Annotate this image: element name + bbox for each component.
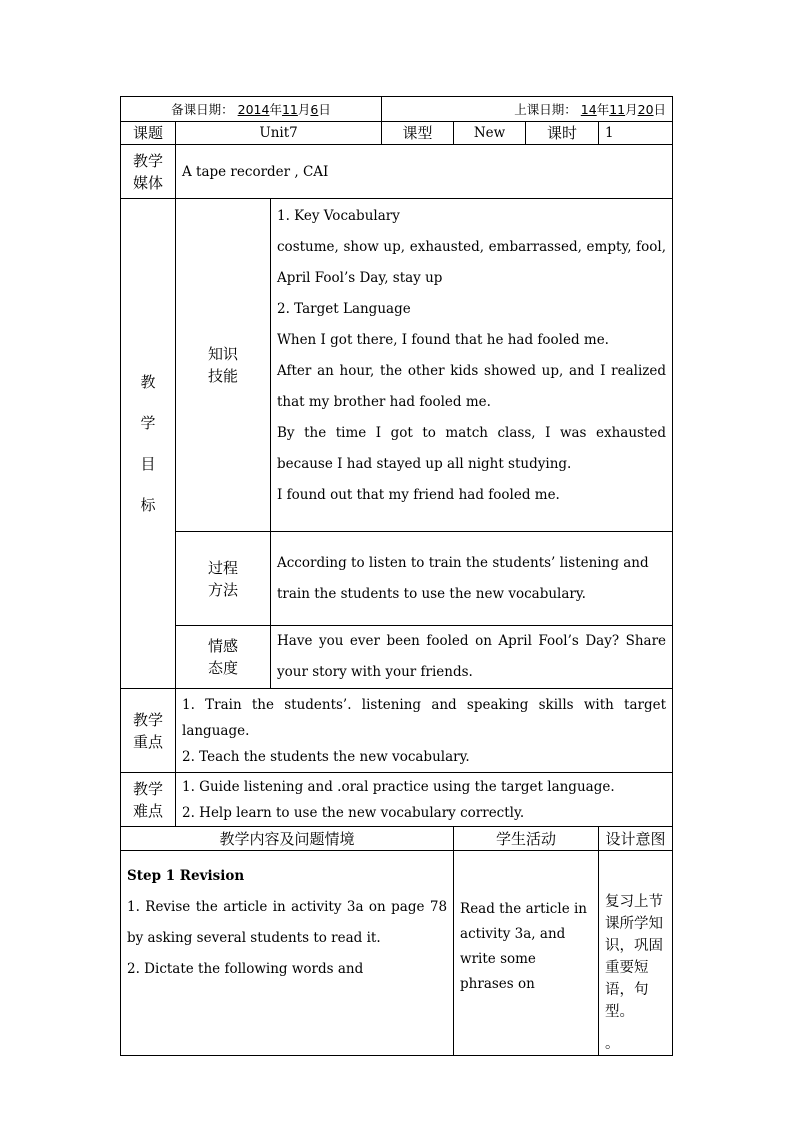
difficulties-label-line1: 教学 (132, 779, 163, 798)
lesson-plan (120, 96, 672, 1056)
type-label: 课型 (382, 122, 454, 145)
objectives-emotion-row (121, 626, 673, 689)
content-header-row (121, 827, 673, 851)
process-content (271, 532, 673, 626)
period-label: 课时 (526, 122, 599, 145)
type-value: New (454, 122, 526, 145)
process-line: According to listen to train the students’ listening and (277, 554, 649, 571)
topic-label: 课题 (121, 122, 176, 145)
difficulty-line: 2. Help learn to use the new vocabulary correctly. (182, 804, 525, 821)
knowledge-line: costume, show up, exhausted, embarrassed, empty, fool, April Fool’s Day, stay up (277, 239, 667, 286)
process-label-line1: 过程 (207, 558, 238, 577)
month-char: 月 (297, 102, 311, 117)
topic-row (121, 122, 673, 145)
objectives-label-char: 教 (140, 372, 156, 391)
difficulties-content (176, 773, 673, 827)
step1-content (121, 851, 454, 1056)
key-points-label-line2: 重点 (132, 732, 163, 751)
step1-intent (599, 851, 673, 1056)
media-label-line2: 媒体 (132, 173, 163, 192)
knowledge-line: After an hour, the other kids showed up, and I realized that my brother had fooled me. (277, 363, 667, 410)
knowledge-line: I found out that my friend had fooled me. (277, 487, 560, 503)
content-header-col2: 学生活动 (454, 827, 599, 851)
objectives-process-row (121, 532, 673, 626)
key-points-content (176, 689, 673, 773)
prep-date-cell (121, 97, 382, 122)
class-date-label: 上课日期： (514, 102, 577, 117)
knowledge-line: When I got there, I found that he had fooled me. (277, 332, 609, 348)
date-row (121, 97, 673, 122)
knowledge-label-line2: 技能 (207, 367, 238, 385)
day-char: 日 (318, 102, 331, 117)
media-row (121, 145, 673, 199)
year-char: 年 (269, 102, 282, 117)
class-month: 11 (609, 102, 626, 117)
objectives-label (121, 199, 176, 689)
process-label-line2: 方法 (207, 580, 238, 599)
knowledge-label-line1: 知识 (207, 345, 238, 363)
process-line: train the students to use the new vocabulary. (277, 585, 586, 602)
day-char: 日 (653, 102, 667, 117)
key-points-label (121, 689, 176, 773)
difficulties-label (121, 773, 176, 827)
knowledge-content (271, 199, 673, 532)
step1-intent-text: 复习上节课所学知识，巩固重要短语，句型。 (605, 894, 664, 1020)
process-label (176, 532, 271, 626)
key-points-label-line1: 教学 (132, 710, 163, 729)
difficulties-row (121, 773, 673, 827)
step1-item: 1. Revise the article in activity 3a on page 78 by asking several students to read it. (127, 899, 448, 946)
prep-date-label: 备课日期： (171, 102, 234, 117)
emotion-label (176, 626, 271, 689)
objectives-knowledge-row (121, 199, 673, 532)
class-year: 14 (580, 102, 597, 117)
media-label-line1: 教学 (132, 151, 163, 170)
emotion-content: Have you ever been fooled on April Fool’s Day? Share your story with your friends. (271, 626, 673, 689)
prep-month: 11 (281, 102, 298, 117)
content-header-col3: 设计意图 (599, 827, 673, 851)
step1-activity: Read the article in activity 3a, and write some phrases on (454, 851, 599, 1056)
emotion-label-line1: 情感 (207, 637, 238, 655)
knowledge-line: 2. Target Language (277, 301, 411, 317)
objectives-label-char: 目 (140, 454, 156, 473)
difficulty-line: 1. Guide listening and .oral practice using the target language. (182, 778, 615, 795)
topic-value: Unit7 (176, 122, 382, 145)
step1-title: Step 1 Revision (127, 868, 245, 884)
key-point-line: 1. Train the students’. listening and speaking skills with target language. (182, 696, 667, 739)
period-value: 1 (599, 122, 673, 145)
knowledge-line: 1. Key Vocabulary (277, 208, 400, 224)
objectives-label-char: 学 (140, 413, 156, 432)
step1-intent-extra: 。 (605, 1036, 620, 1052)
class-day: 20 (637, 102, 654, 117)
prep-year: 2014 (237, 102, 270, 117)
objectives-label-char: 标 (140, 495, 156, 514)
knowledge-label (176, 199, 271, 532)
step1-item: 2. Dictate the following words and (127, 961, 364, 977)
key-point-line: 2. Teach the students the new vocabulary. (182, 748, 470, 765)
prep-day: 6 (310, 102, 319, 117)
media-label (121, 145, 176, 199)
knowledge-line: By the time I got to match class, I was exhausted because I had stayed up all night studying. (277, 425, 667, 472)
media-value: A tape recorder , CAI (176, 145, 673, 199)
class-date-cell (382, 97, 673, 122)
lesson-plan-table (120, 96, 673, 1056)
content-header-col1: 教学内容及问题情境 (121, 827, 454, 851)
emotion-label-line2: 态度 (207, 659, 238, 677)
key-points-row (121, 689, 673, 773)
step1-row (121, 851, 673, 1056)
month-char: 月 (625, 102, 638, 117)
year-char: 年 (596, 102, 610, 117)
difficulties-label-line2: 难点 (132, 801, 163, 820)
